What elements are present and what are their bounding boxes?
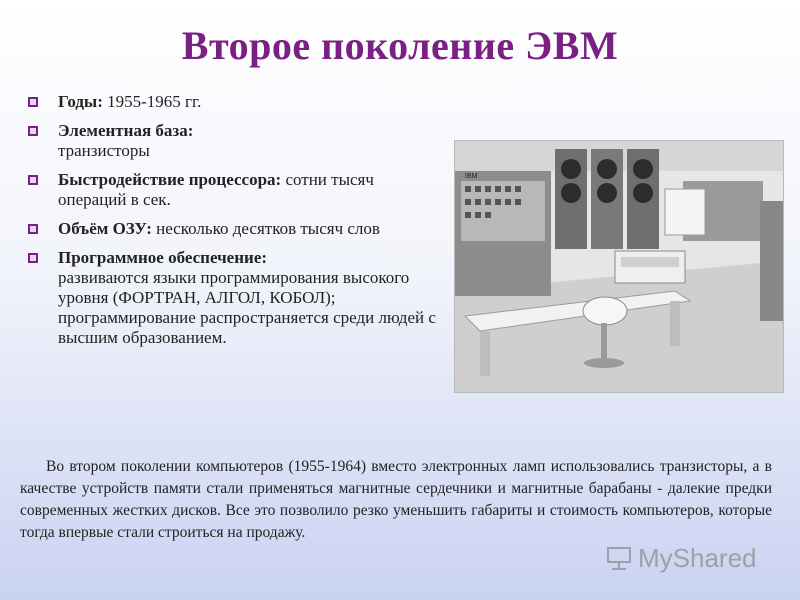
bullet-label: Быстродействие процессора: [58, 170, 282, 189]
bullet-label: Годы: [58, 92, 103, 111]
photo-label: IBM [465, 173, 478, 180]
bullet-value: несколько десятков тысяч слов [151, 219, 380, 238]
bullet-value: развиваются языки программирования высокого уровня (ФОРТРАН, АЛГОЛ, КОБОЛ); программирование распространяется среди людей с высшим образованием. [58, 268, 436, 347]
description-paragraph: Во втором поколении компьютеров (1955-1964) вместо электронных ламп использовались транзисторы, а в качестве устройств памяти стали применяться магнитные сердечники и магнитные барабаны - далекие предки современных жестких дисков. Все это позволило резко уменьшить габариты и стоимость компьютеров, которые тогда впервые стали строиться на продажу. [20, 458, 772, 541]
bullet-value: транзисторы [58, 141, 150, 160]
computer-room-photo [454, 140, 784, 393]
slide-title: Второе поколение ЭВМ [181, 23, 619, 68]
bullet-item-years [28, 92, 438, 112]
bullet-label: Программное обеспечение: [58, 248, 268, 267]
watermark-logo [606, 536, 776, 580]
bullet-item-ram [28, 219, 438, 239]
bullet-value: сотни тысяч операций в сек. [58, 170, 374, 209]
bullet-value: 1955-1965 гг. [102, 92, 202, 111]
presentation-icon [606, 545, 632, 571]
square-bullet-icon [28, 253, 38, 263]
bullet-list [28, 92, 438, 357]
square-bullet-icon [28, 224, 38, 234]
bullet-label: Объём ОЗУ: [58, 219, 152, 238]
bullet-item-speed [28, 170, 438, 210]
square-bullet-icon [28, 175, 38, 185]
bullet-item-element-base [28, 121, 438, 161]
watermark-text: MyShared [638, 542, 757, 573]
ibm-computer-illustration [455, 141, 783, 392]
square-bullet-icon [28, 97, 38, 107]
bullet-label: Элементная база: [58, 121, 194, 140]
bullet-item-software [28, 248, 438, 348]
square-bullet-icon [28, 126, 38, 136]
